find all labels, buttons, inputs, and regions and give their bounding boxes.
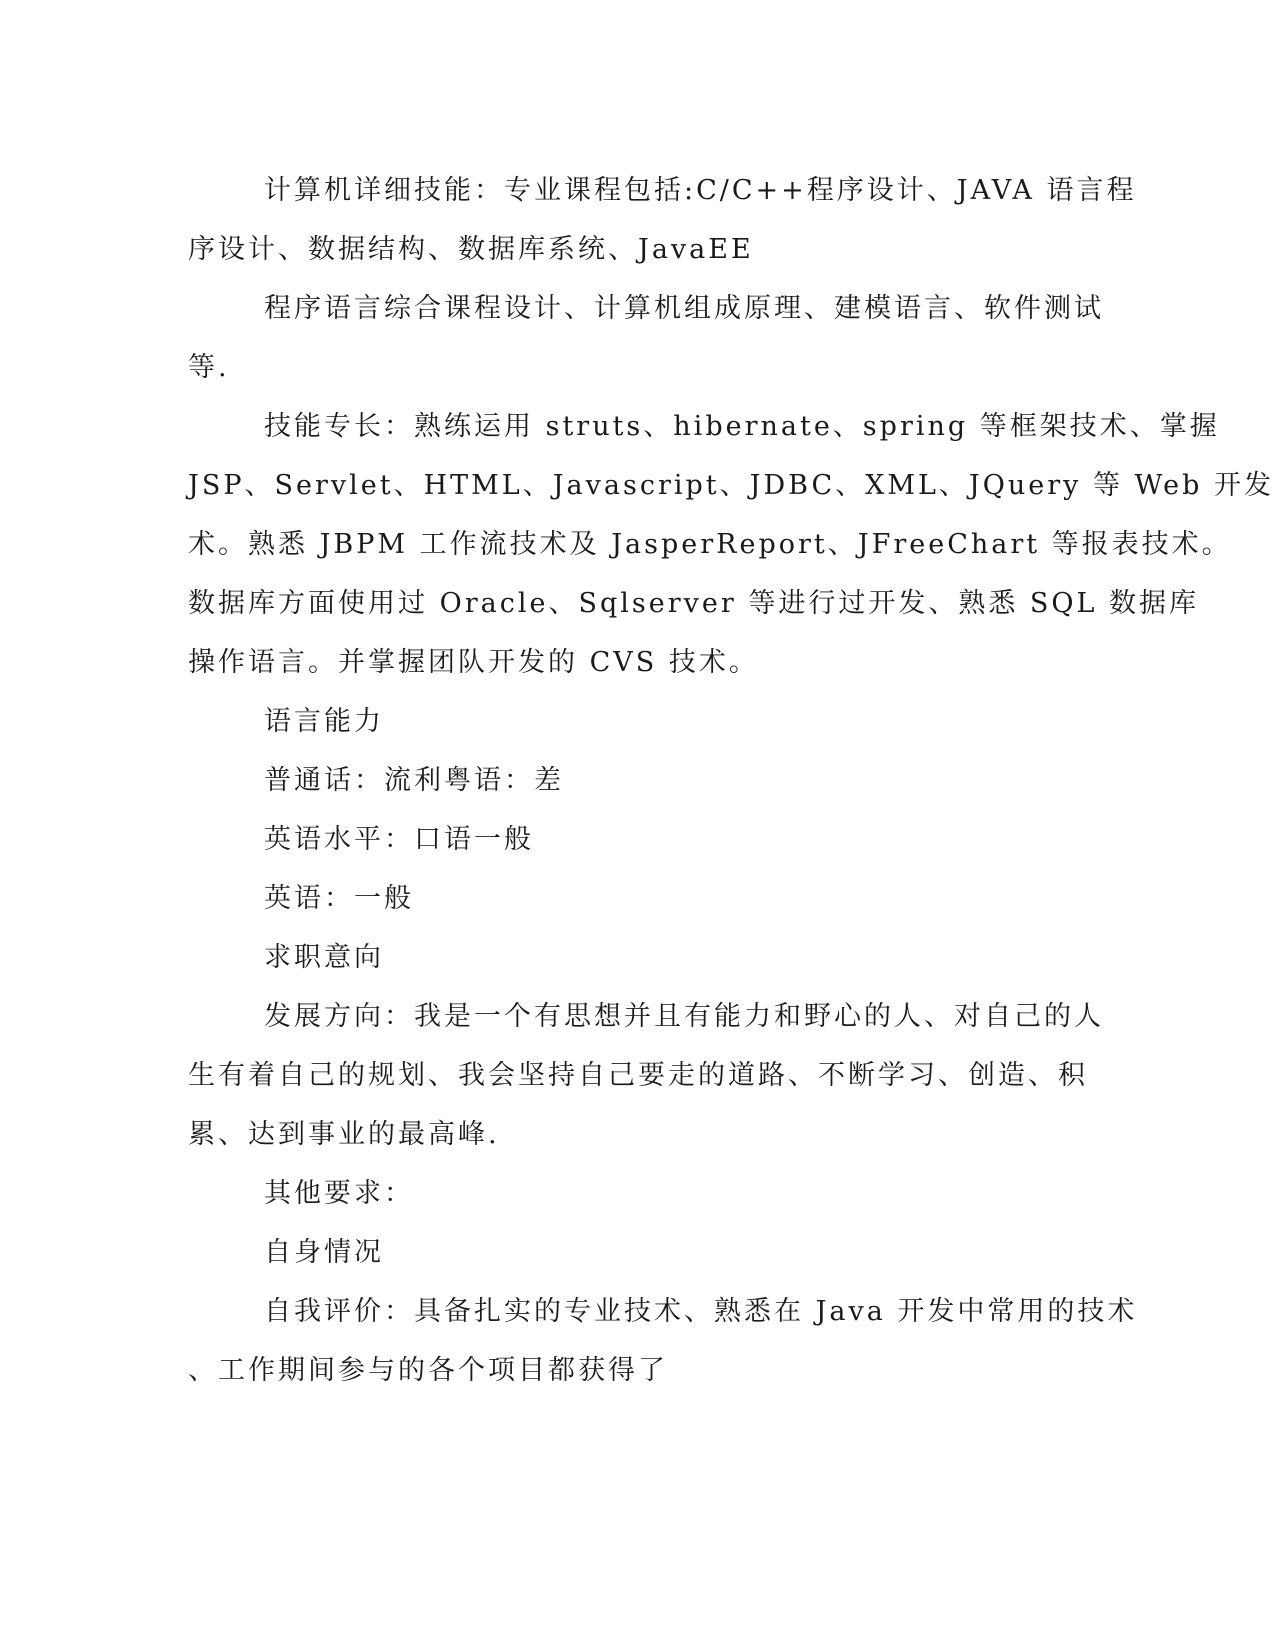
paragraph-skills-line-4: 数据库方面使用过 Oracle、Sqlserver 等进行过开发、熟悉 SQL 数据库 [188,588,1200,619]
line-english: 英语：一般 [264,883,414,914]
paragraph-self-evaluation-line-2: 、工作期间参与的各个项目都获得了 [188,1355,668,1386]
paragraph-direction-line-2: 生有着自己的规划、我会坚持自己要走的道路、不断学习、创造、积 [188,1060,1088,1091]
paragraph-skills-line-5: 操作语言。并掌握团队开发的 CVS 技术。 [188,647,759,678]
heading-job-intention: 求职意向 [264,942,384,973]
line-other-requirements: 其他要求： [264,1178,414,1209]
paragraph-computer-skills-line-1: 计算机详细技能：专业课程包括:C/C++程序设计、JAVA 语言程 [264,175,1137,206]
paragraph-courses-line-1: 程序语言综合课程设计、计算机组成原理、建模语言、软件测试 [264,293,1104,324]
line-english-level: 英语水平：口语一般 [264,824,534,855]
paragraph-direction-line-1: 发展方向：我是一个有思想并且有能力和野心的人、对自己的人 [264,1001,1104,1032]
heading-language-ability: 语言能力 [264,706,384,737]
paragraph-direction-line-3: 累、达到事业的最高峰. [188,1119,500,1150]
paragraph-computer-skills-line-2: 序设计、数据结构、数据库系统、JavaEE [188,234,754,265]
line-mandarin-cantonese: 普通话：流利粤语：差 [264,765,564,796]
heading-self-situation: 自身情况 [264,1237,384,1268]
paragraph-courses-line-2: 等. [188,352,230,383]
paragraph-skills-line-3: 术。熟悉 JBPM 工作流技术及 JasperReport、JFreeChart 等报表技术。 [188,529,1232,560]
paragraph-self-evaluation-line-1: 自我评价：具备扎实的专业技术、熟悉在 Java 开发中常用的技术 [264,1296,1138,1327]
paragraph-skills-line-1: 技能专长：熟练运用 struts、hibernate、spring 等框架技术、掌握 [264,411,1220,442]
paragraph-skills-line-2: JSP、Servlet、HTML、Javascript、JDBC、XML、JQuery 等 Web 开发 [188,470,1274,501]
